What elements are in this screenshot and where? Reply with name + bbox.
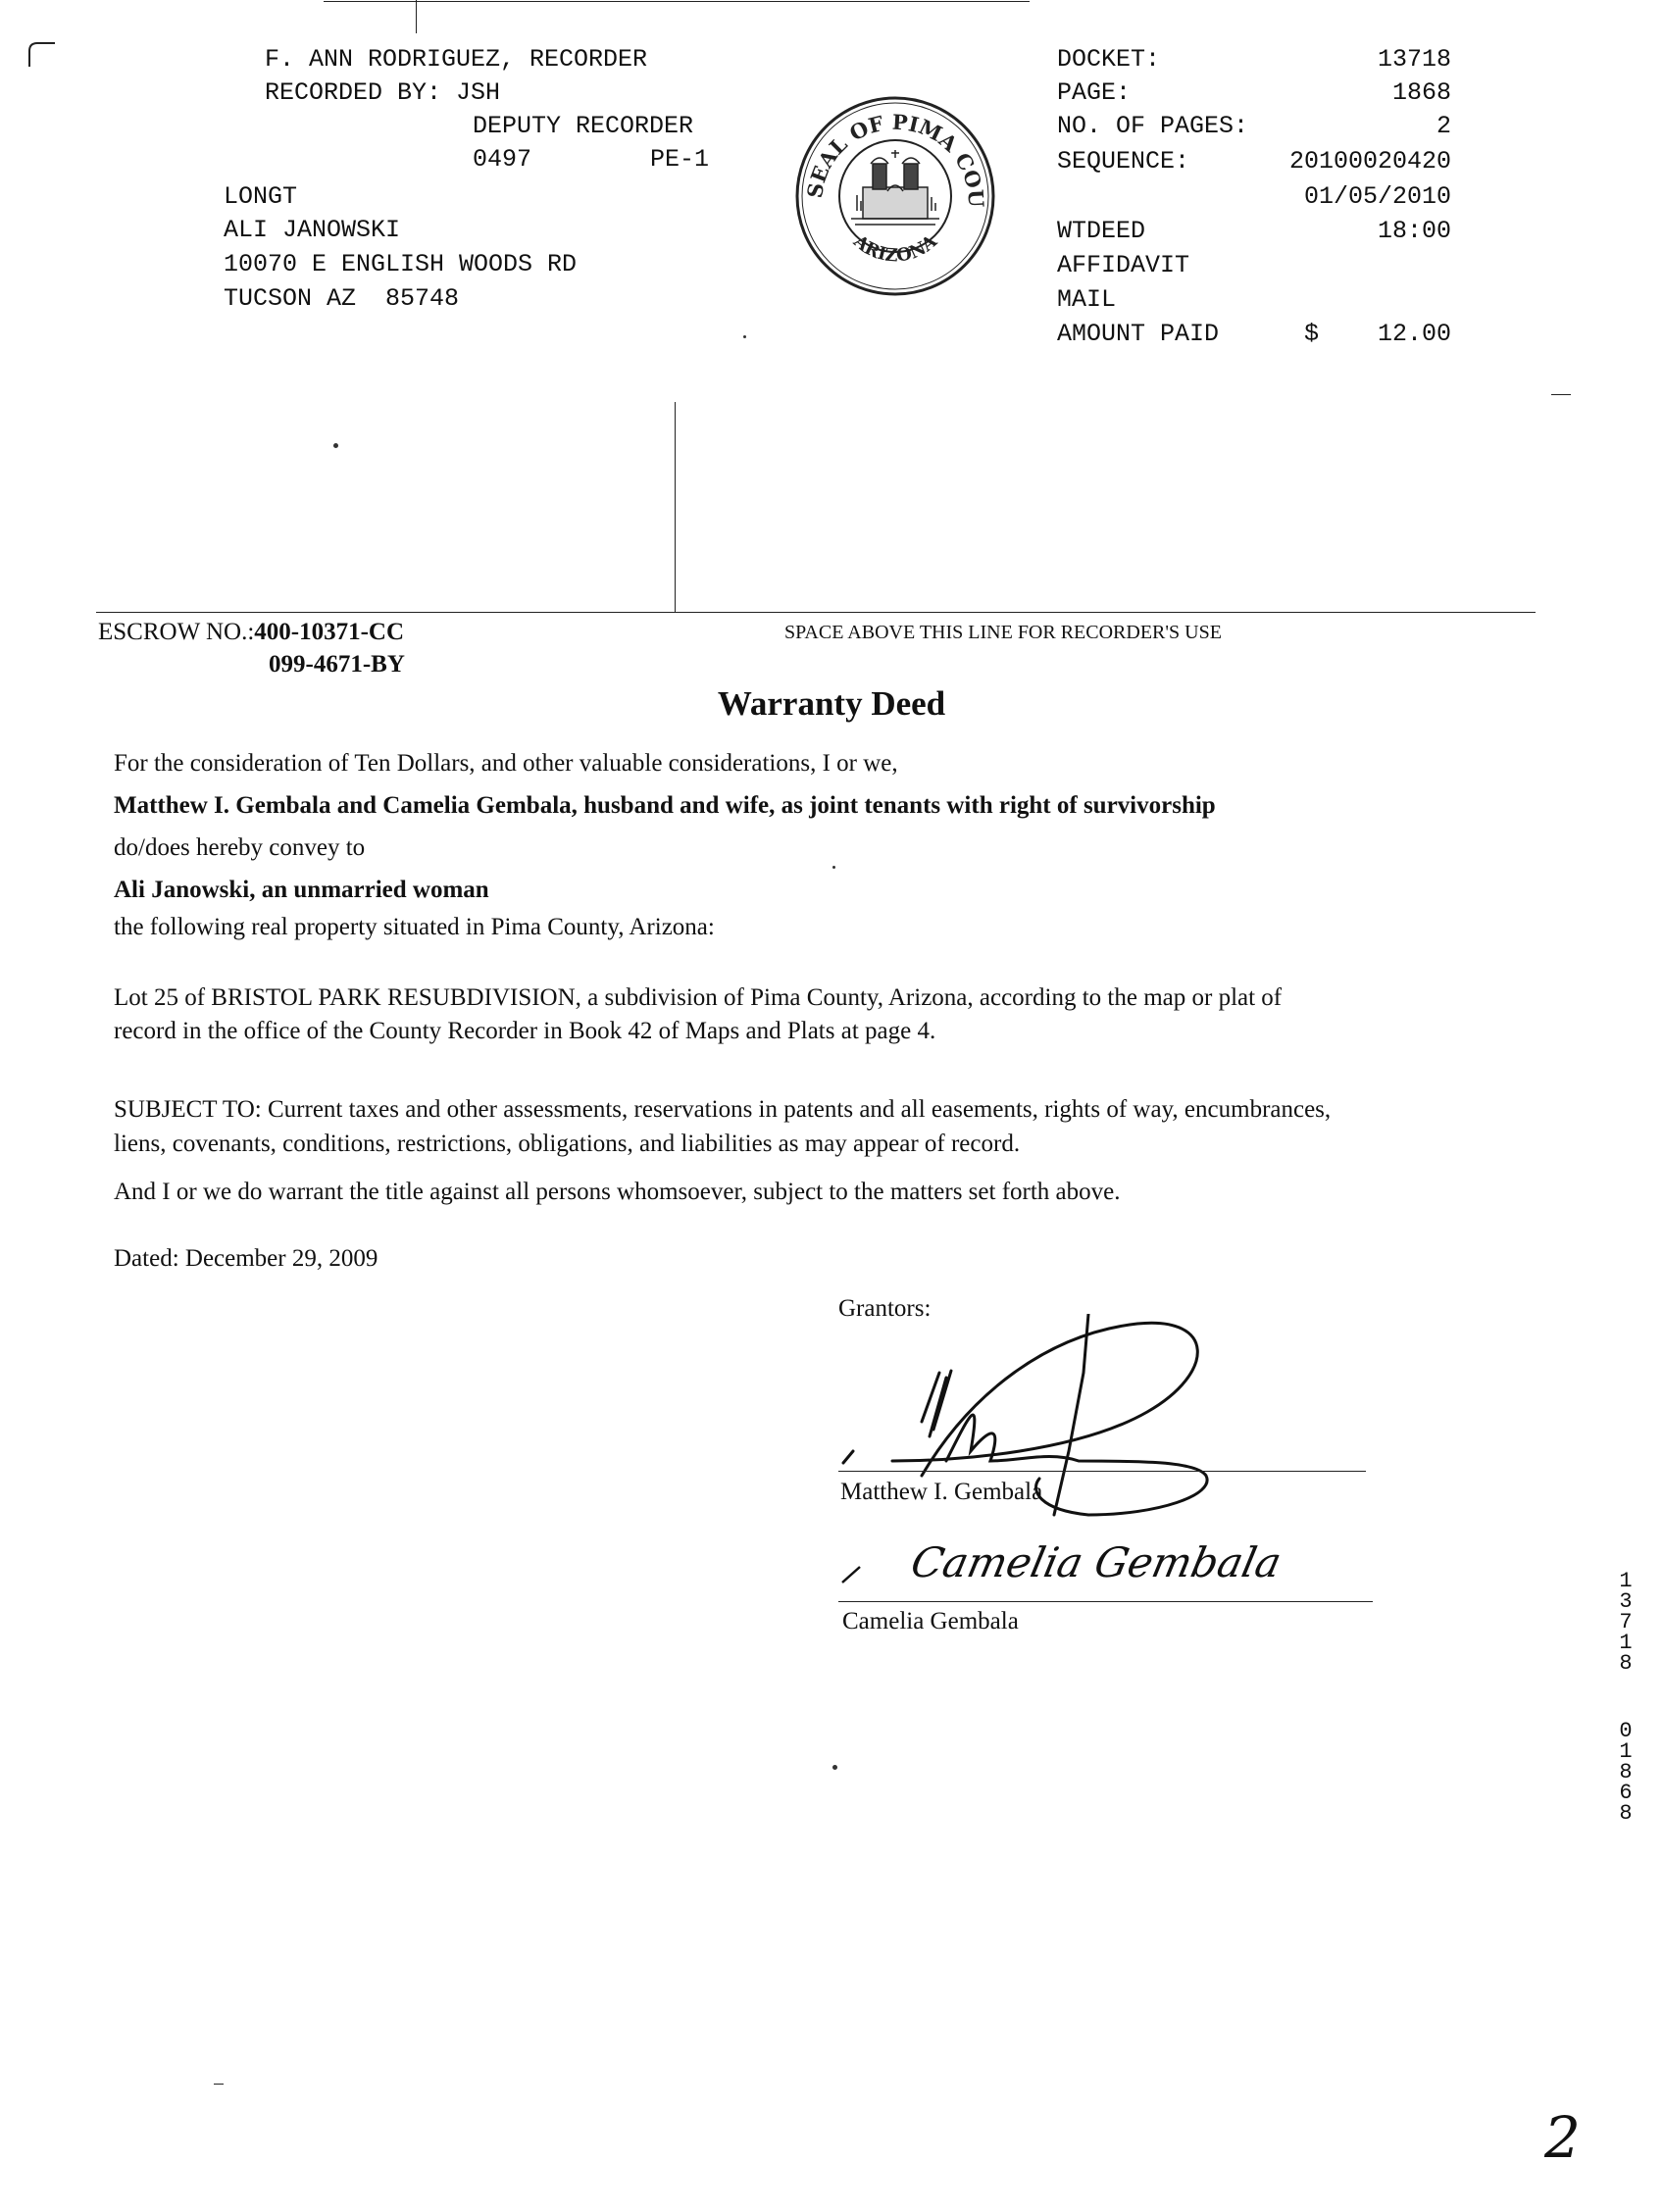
page-label: PAGE: (1057, 78, 1132, 107)
signature-line-2 (838, 1601, 1373, 1602)
property-intro: the following real property situated in Pima County, Arizona: (114, 914, 715, 940)
signature-line-1 (838, 1471, 1366, 1472)
scan-speck (743, 335, 746, 338)
page-mark: 2 (1544, 2104, 1581, 2171)
recorder-use-line (96, 612, 1536, 613)
consideration-text: For the consideration of Ten Dollars, and other valuable considerations, I or we, (114, 750, 898, 777)
legal-description-line-2: record in the office of the County Recorder in Book 42 of Maps and Plats at page 4. (114, 1018, 936, 1044)
mail-to-line-3: 10070 E ENGLISH WOODS RD (224, 250, 578, 278)
amount-paid-label: AMOUNT PAID (1057, 320, 1220, 348)
page-value: 1868 (1391, 78, 1451, 107)
docket-value: 13718 (1377, 45, 1451, 74)
pages-value: 2 (1436, 112, 1451, 140)
mail-to-line-4: TUCSON AZ 85748 (224, 284, 460, 313)
seal-top-text: SEAL OF PIMA COU (801, 109, 989, 209)
top-scan-mark (416, 0, 417, 33)
warranty-clause: And I or we do warrant the title against all persons whomsoever, subject to the matters set forth above. (114, 1179, 1121, 1205)
signer-2-name: Camelia Gembala (842, 1608, 1019, 1634)
dated-line: Dated: December 29, 2009 (114, 1245, 378, 1272)
svg-text:ARIZONA (848, 230, 941, 267)
grantee-name: Ali Janowski, an unmarried woman (114, 877, 489, 903)
doc-type-label: WTDEED (1057, 217, 1146, 245)
scan-speck (333, 443, 338, 448)
docket-label: DOCKET: (1057, 45, 1161, 74)
amount-currency: $ (1304, 320, 1320, 348)
escrow-label: ESCROW NO.: (98, 619, 255, 645)
margin-tick-bottom (214, 2084, 224, 2085)
seal-mission-icon (851, 150, 939, 225)
mail-to-line-2: ALI JANOWSKI (224, 216, 401, 244)
subject-to-line-2: liens, covenants, conditions, restrictions, obligations, and liabilities as may appear of record. (114, 1131, 1021, 1157)
recorder-area-divider (675, 402, 676, 612)
pages-label: NO. OF PAGES: (1057, 112, 1249, 140)
grantors-names: Matthew I. Gembala and Camelia Gembala, husband and wife, as joint tenants with right of survivorship (114, 792, 1216, 819)
scan-speck (832, 1765, 837, 1770)
recorder-code-right: PE-1 (650, 145, 710, 174)
signature-2-stroke (838, 1559, 868, 1588)
escrow-number: 400-10371-CC (254, 619, 405, 645)
subject-to-line-1: SUBJECT TO: Current taxes and other assessments, reservations in patents and all easements, rights of way, encumbrances, (114, 1096, 1332, 1123)
escrow-block (98, 616, 404, 649)
top-scan-rule (324, 1, 1030, 2)
affidavit-label: AFFIDAVIT (1057, 251, 1190, 279)
legal-description-line-1: Lot 25 of BRISTOL PARK RESUBDIVISION, a subdivision of Pima County, Arizona, according to the map or plat of (114, 984, 1283, 1011)
scan-speck (832, 866, 835, 869)
escrow-number-2: 099-4671-BY (269, 651, 405, 678)
convey-text: do/does hereby convey to (114, 834, 366, 861)
margin-tick (1551, 394, 1571, 395)
deputy-recorder: DEPUTY RECORDER (473, 112, 694, 140)
sequence-value: 20100020420 (1288, 147, 1451, 176)
mail-to-line-1: LONGT (224, 182, 298, 211)
side-stamp-docket: 13718 (1619, 1569, 1633, 1676)
mail-label: MAIL (1057, 285, 1117, 314)
recording-time: 18:00 (1377, 217, 1451, 245)
recorded-by: RECORDED BY: JSH (265, 78, 501, 107)
signer-1-name: Matthew I. Gembala (840, 1479, 1043, 1505)
county-seal (792, 93, 998, 299)
grantors-label: Grantors: (838, 1295, 932, 1322)
corner-bracket-mark (25, 37, 65, 76)
deed-title: Warranty Deed (717, 684, 946, 723)
signature-2-script: Camelia Gembala (906, 1538, 1286, 1586)
amount-value: 12.00 (1377, 320, 1451, 348)
side-stamp-page: 01868 (1619, 1719, 1633, 1826)
sequence-label: SEQUENCE: (1057, 147, 1190, 176)
recorder-name: F. ANN RODRIGUEZ, RECORDER (265, 45, 648, 74)
seal-bottom-text: ARIZONA (849, 230, 941, 267)
recording-date: 01/05/2010 (1303, 182, 1451, 211)
recorder-use-note: SPACE ABOVE THIS LINE FOR RECORDER'S USE (784, 622, 1222, 643)
recorder-code-left: 0497 (473, 145, 532, 174)
